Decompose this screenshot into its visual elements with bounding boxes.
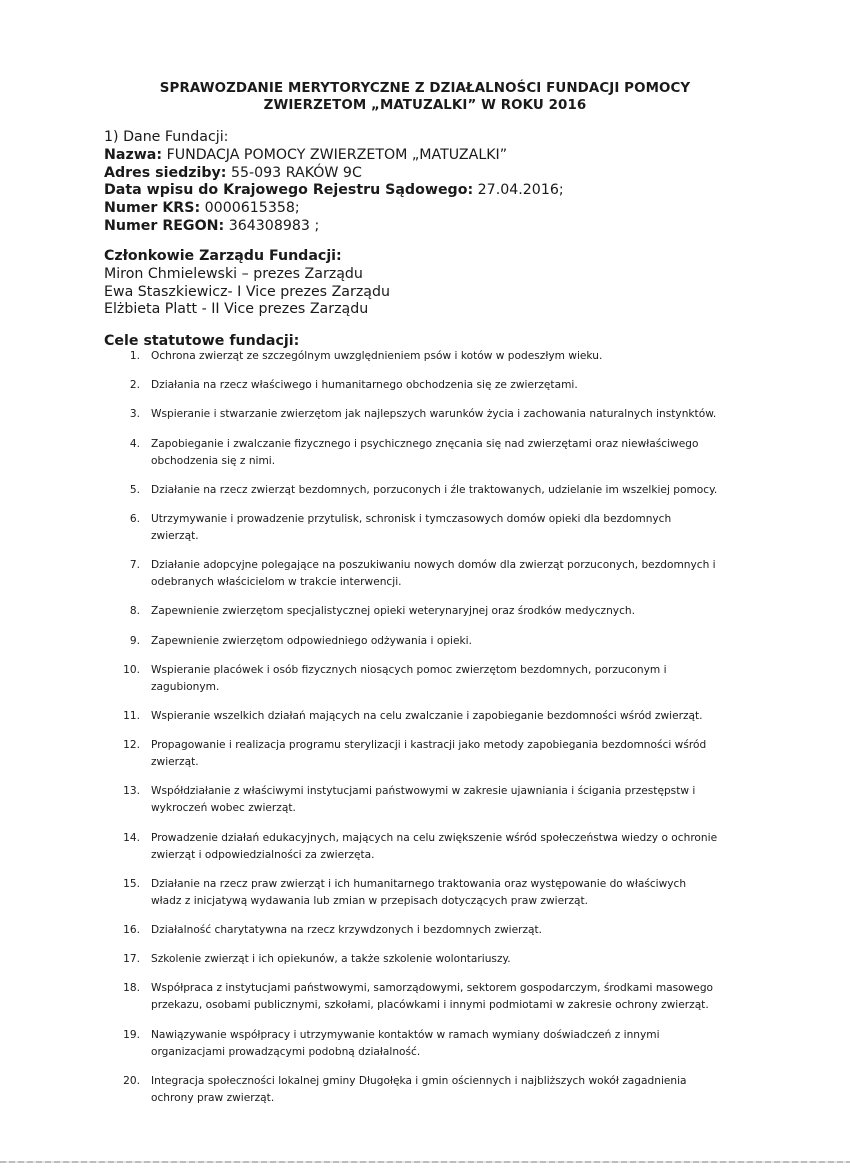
goal-text-line: Współdziałanie z właściwymi instytucjami państwowymi w zakresie ujawniania i ścigania przestępstw i <box>151 785 696 798</box>
goal-number: 20. <box>123 1074 140 1087</box>
foundation-krs-row <box>104 200 744 218</box>
goal-text <box>151 436 746 470</box>
goal-text <box>151 1073 746 1107</box>
goal-number: 6. <box>129 513 140 525</box>
goal-number: 3. <box>129 408 140 421</box>
goal-text-line: Propagowanie i realizacja programu sterylizacji i kastracji jako metody zapobiegania bezdomności wśród <box>151 739 707 752</box>
goal-text-line: Szkolenie zwierząt i ich opiekunów, a także szkolenie wolontariuszy. <box>151 953 511 966</box>
goal-text-line: Działanie na rzecz zwierząt bezdomnych, porzuconych i źle traktowanych, udzielanie im wszelkiej pomocy. <box>151 483 718 496</box>
foundation-address-row <box>104 165 744 183</box>
goal-number: 16. <box>123 924 140 936</box>
goal-number: 5. <box>129 483 140 496</box>
goal-text <box>151 708 746 725</box>
goal-text <box>151 348 746 365</box>
goal-text <box>151 951 746 968</box>
goal-number: 14. <box>123 831 140 844</box>
goal-text-line: Zapewnienie zwierzętom odpowiedniego odżywania i opieki. <box>151 634 472 647</box>
goal-number: 18. <box>123 982 140 995</box>
goal-number: 1. <box>129 350 140 362</box>
goal-text <box>151 980 746 1014</box>
title-line-2: ZWIERZETOM „MATUZALKI” W ROKU 2016 <box>263 98 587 113</box>
goal-text <box>151 482 746 499</box>
goal-text <box>151 662 746 696</box>
goal-text-line: Wspieranie placówek i osób fizycznych niosących pomoc zwierzętom bezdomnych, porzuconym i <box>151 663 667 676</box>
goal-text-line: zwierząt i odpowiedzialności za zwierzęta. <box>151 848 375 861</box>
foundation-krs-value: 0000615358; <box>200 200 300 217</box>
goal-text <box>151 511 746 545</box>
goal-text-line: Wspieranie wszelkich działań mających na celu zwalczanie i zapobieganie bezdomności wśród zwierząt. <box>151 710 703 722</box>
goal-text <box>151 922 746 939</box>
foundation-info <box>104 129 744 236</box>
goal-number: 17. <box>123 953 140 966</box>
goal-number: 12. <box>123 739 140 752</box>
board-section <box>104 248 744 319</box>
goal-text-line: przekazu, osobami publicznymi, szkołami, placówkami i innymi podmiotami w zakresie ochrony zwierząt. <box>151 999 709 1012</box>
goal-number: 8. <box>129 605 140 618</box>
foundation-regon-value: 364308983 ; <box>224 217 320 234</box>
goal-text-line: zwierząt. <box>151 530 199 542</box>
goal-text-line: Integracja społeczności lokalnej gminy Długołęka i gmin ościennych i najbliższych wokół zagadnienia <box>151 1074 687 1087</box>
foundation-name-label: Nazwa: <box>104 146 163 163</box>
goal-text <box>151 783 746 817</box>
goal-text <box>151 377 746 394</box>
goal-number: 11. <box>123 710 140 722</box>
goal-text-line: Utrzymywanie i prowadzenie przytulisk, schronisk i tymczasowych domów opieki dla bezdomnych <box>151 513 672 525</box>
goal-text-line: Działalność charytatywna na rzecz krzywdzonych i bezdomnych zwierząt. <box>151 924 543 936</box>
goal-text-line: Działanie na rzecz praw zwierząt i ich humanitarnego traktowania oraz występowanie do właściwych <box>151 877 687 890</box>
goal-text-line: obchodzenia się z nimi. <box>151 454 276 467</box>
foundation-krs-date-row <box>104 182 744 200</box>
goal-text-line: odebranych właścicielom w trakcie interwencji. <box>151 576 402 589</box>
foundation-regon-row <box>104 218 744 236</box>
goal-text-line: Działania na rzecz właściwego i humanitarnego obchodzenia się ze zwierzętami. <box>151 379 578 392</box>
title-line-1: SPRAWOZDANIE MERYTORYCZNE Z DZIAŁALNOŚCI FUNDACJI POMOCY <box>159 81 691 96</box>
goal-text-line: wykroczeń wobec zwierząt. <box>151 802 296 815</box>
scan-edge-line <box>0 1161 850 1163</box>
goal-number: 9. <box>129 634 140 647</box>
foundation-regon-label: Numer REGON: <box>104 217 225 234</box>
goal-number: 7. <box>129 559 140 572</box>
goal-number: 2. <box>129 379 140 392</box>
goal-text-line: Działanie adopcyjne polegające na poszukiwaniu nowych domów dla zwierząt porzuconych, bezdomnych i <box>151 559 716 572</box>
goal-number: 4. <box>129 437 140 450</box>
goal-text <box>151 1027 746 1061</box>
foundation-krs-date-value: 27.04.2016; <box>473 182 564 199</box>
goal-text <box>151 603 746 620</box>
goal-number: 10. <box>123 663 140 676</box>
goal-text <box>151 876 746 910</box>
foundation-name-value: FUNDACJA POMOCY ZWIERZETOM „MATUZALKI” <box>162 146 508 163</box>
board-member: Miron Chmielewski – prezes Zarządu <box>104 265 363 282</box>
board-member: Ewa Staszkiewicz- I Vice prezes Zarządu <box>104 283 390 300</box>
goal-number: 15. <box>123 877 140 890</box>
goal-text <box>151 830 746 864</box>
foundation-krs-label: Numer KRS: <box>104 200 201 217</box>
goal-number: 13. <box>123 785 140 798</box>
foundation-name-row <box>104 147 744 165</box>
goal-text-line: Prowadzenie działań edukacyjnych, mających na celu zwiększenie wśród społeczeństwa wiedzy o ochronie <box>151 831 718 844</box>
board-heading-text: Członkowie Zarządu Fundacji: <box>104 248 342 264</box>
goal-text <box>151 406 746 423</box>
goals-heading: Cele statutowe fundacji: <box>104 333 300 349</box>
foundation-krs-date-label: Data wpisu do Krajowego Rejestru Sądowego: <box>104 182 474 199</box>
board-heading <box>104 248 744 266</box>
goal-text <box>151 633 746 650</box>
goal-text-line: Zapobieganie i zwalczanie fizycznego i psychicznego znęcania się nad zwierzętami oraz niewłaściwego <box>151 437 699 450</box>
goal-text-line: Nawiązywanie współpracy i utrzymywanie kontaktów w ramach wymiany doświadczeń z innymi <box>151 1028 660 1041</box>
board-member: Elżbieta Platt - II Vice prezes Zarządu <box>104 301 369 318</box>
goal-text-line: organizacjami prowadzącymi podobną działalność. <box>151 1045 421 1058</box>
foundation-address-value: 55-093 RAKÓW 9C <box>226 164 362 181</box>
goal-text-line: zwierząt. <box>151 756 199 769</box>
goal-text <box>151 557 746 591</box>
goal-text <box>151 737 746 771</box>
goal-text-line: Współpraca z instytucjami państwowymi, samorządowymi, sektorem gospodarczym, środkami masowego <box>151 982 714 995</box>
foundation-heading: 1) Dane Fundacji: <box>104 129 229 145</box>
goal-text-line: Ochrona zwierząt ze szczególnym uwzględnieniem psów i kotów w podeszłym wieku. <box>151 350 603 362</box>
goal-text-line: Wspieranie i stwarzanie zwierzętom jak najlepszych warunków życia i zachowania naturalnych instynktów. <box>151 408 717 421</box>
foundation-address-label: Adres siedziby: <box>104 164 227 181</box>
goal-text-line: władz z inicjatywą wydawania lub zmian w przepisach dotyczących praw zwierząt. <box>151 894 589 907</box>
goal-text-line: zagubionym. <box>151 680 220 693</box>
goal-number: 19. <box>123 1028 140 1041</box>
goal-text-line: ochrony praw zwierząt. <box>151 1091 275 1104</box>
document-title <box>100 80 750 114</box>
goal-text-line: Zapewnienie zwierzętom specjalistycznej opieki weterynaryjnej oraz środków medycznych. <box>151 605 635 618</box>
